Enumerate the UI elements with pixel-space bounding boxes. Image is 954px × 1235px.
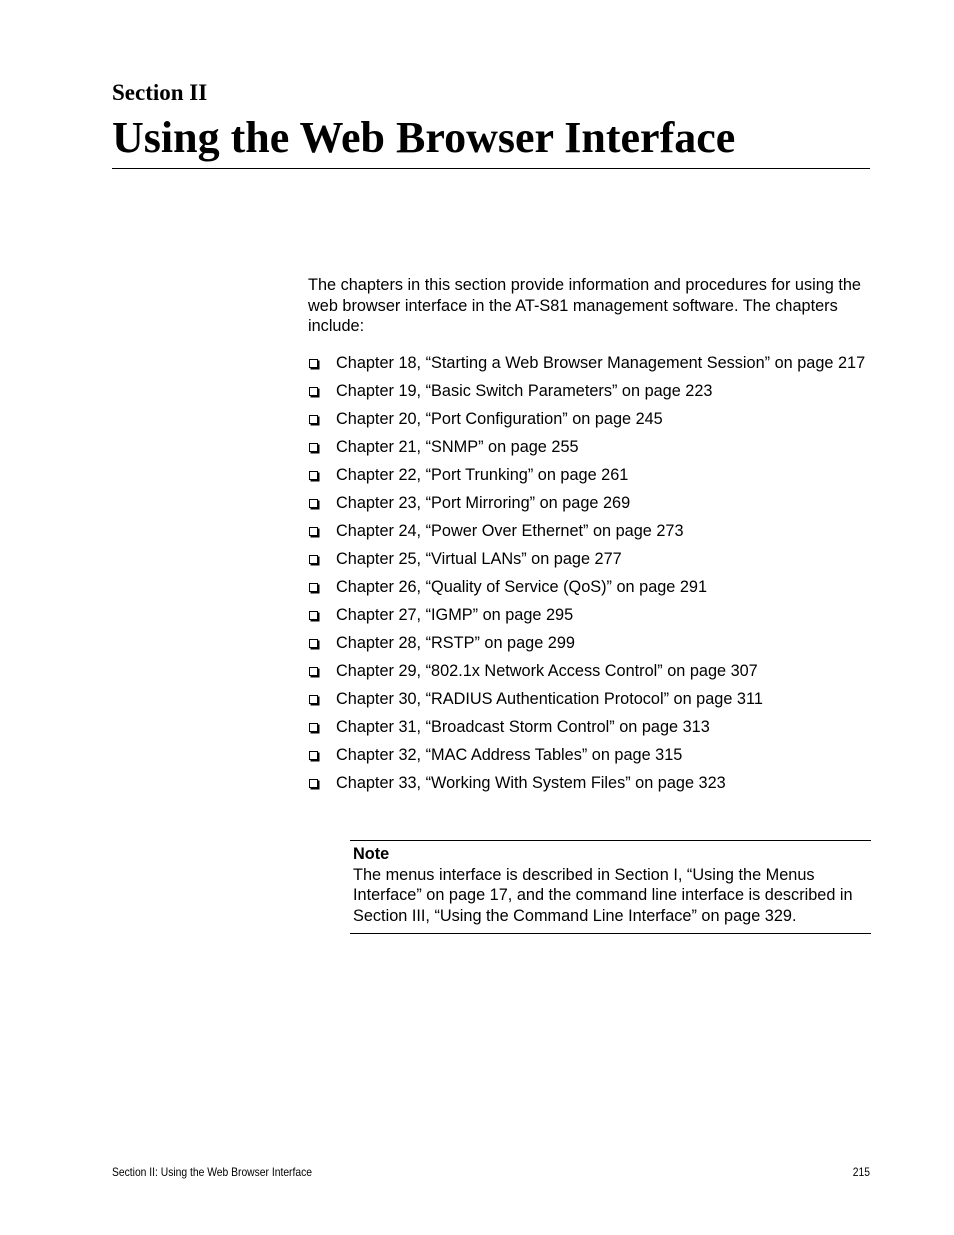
list-item [308,493,870,514]
note-box [350,840,871,934]
square-bullet-icon [309,555,318,564]
list-item [308,353,870,374]
square-bullet-icon [309,723,318,732]
list-item [308,773,870,794]
square-bullet-icon [309,527,318,536]
list-item [308,661,870,682]
section-label: Section II [112,80,208,105]
list-item [308,521,870,542]
chapter-link[interactable]: Chapter 21, “SNMP” on page 255 [336,438,579,456]
chapter-link[interactable]: Chapter 18, “Starting a Web Browser Management Session” on page 217 [336,354,866,372]
list-item [308,549,870,570]
square-bullet-icon [309,471,318,480]
square-bullet-icon [309,443,318,452]
square-bullet-icon [309,415,318,424]
page-title: Using the Web Browser Interface [112,113,736,162]
square-bullet-icon [309,359,318,368]
chapter-link[interactable]: Chapter 26, “Quality of Service (QoS)” on page 291 [336,578,708,596]
list-item [308,689,870,710]
square-bullet-icon [309,583,318,592]
list-item [308,745,870,766]
chapter-link[interactable]: Chapter 29, “802.1x Network Access Control” on page 307 [336,662,758,680]
chapter-link[interactable]: Chapter 22, “Port Trunking” on page 261 [336,466,629,484]
intro-paragraph: The chapters in this section provide information and procedures for using the web browser interface in the AT-S81 management software. The chapters include: [308,276,861,335]
list-item [308,717,870,738]
footer-section-title: Section II: Using the Web Browser Interface [112,1165,313,1179]
chapter-link[interactable]: Chapter 25, “Virtual LANs” on page 277 [336,550,622,568]
square-bullet-icon [309,751,318,760]
square-bullet-icon [309,695,318,704]
chapter-link[interactable]: Chapter 30, “RADIUS Authentication Protocol” on page 311 [336,690,763,708]
chapter-link[interactable]: Chapter 28, “RSTP” on page 299 [336,634,575,652]
square-bullet-icon [309,667,318,676]
title-rule [112,168,870,169]
square-bullet-icon [309,639,318,648]
chapter-link[interactable]: Chapter 19, “Basic Switch Parameters” on page 223 [336,382,713,400]
note-body: The menus interface is described in Section I, “Using the Menus Interface” on page 17, and the command line interface is described in Section III, “Using the Command Line Interface” on page 329. [353,865,853,925]
list-item [308,605,870,626]
square-bullet-icon [309,611,318,620]
chapter-link[interactable]: Chapter 32, “MAC Address Tables” on page 315 [336,746,683,764]
chapter-list [308,353,870,801]
chapter-link[interactable]: Chapter 33, “Working With System Files” on page 323 [336,774,726,792]
chapter-link[interactable]: Chapter 23, “Port Mirroring” on page 269 [336,494,631,512]
list-item [308,409,870,430]
chapter-link[interactable]: Chapter 27, “IGMP” on page 295 [336,606,574,624]
chapter-link[interactable]: Chapter 31, “Broadcast Storm Control” on page 313 [336,718,710,736]
list-item [308,577,870,598]
list-item [308,633,870,654]
chapter-link[interactable]: Chapter 20, “Port Configuration” on page 245 [336,410,663,428]
square-bullet-icon [309,499,318,508]
list-item [308,381,870,402]
list-item [308,437,870,458]
note-heading: Note [353,845,390,863]
footer-page-number: 215 [852,1165,870,1179]
square-bullet-icon [309,779,318,788]
list-item [308,465,870,486]
chapter-link[interactable]: Chapter 24, “Power Over Ethernet” on page 273 [336,522,684,540]
square-bullet-icon [309,387,318,396]
